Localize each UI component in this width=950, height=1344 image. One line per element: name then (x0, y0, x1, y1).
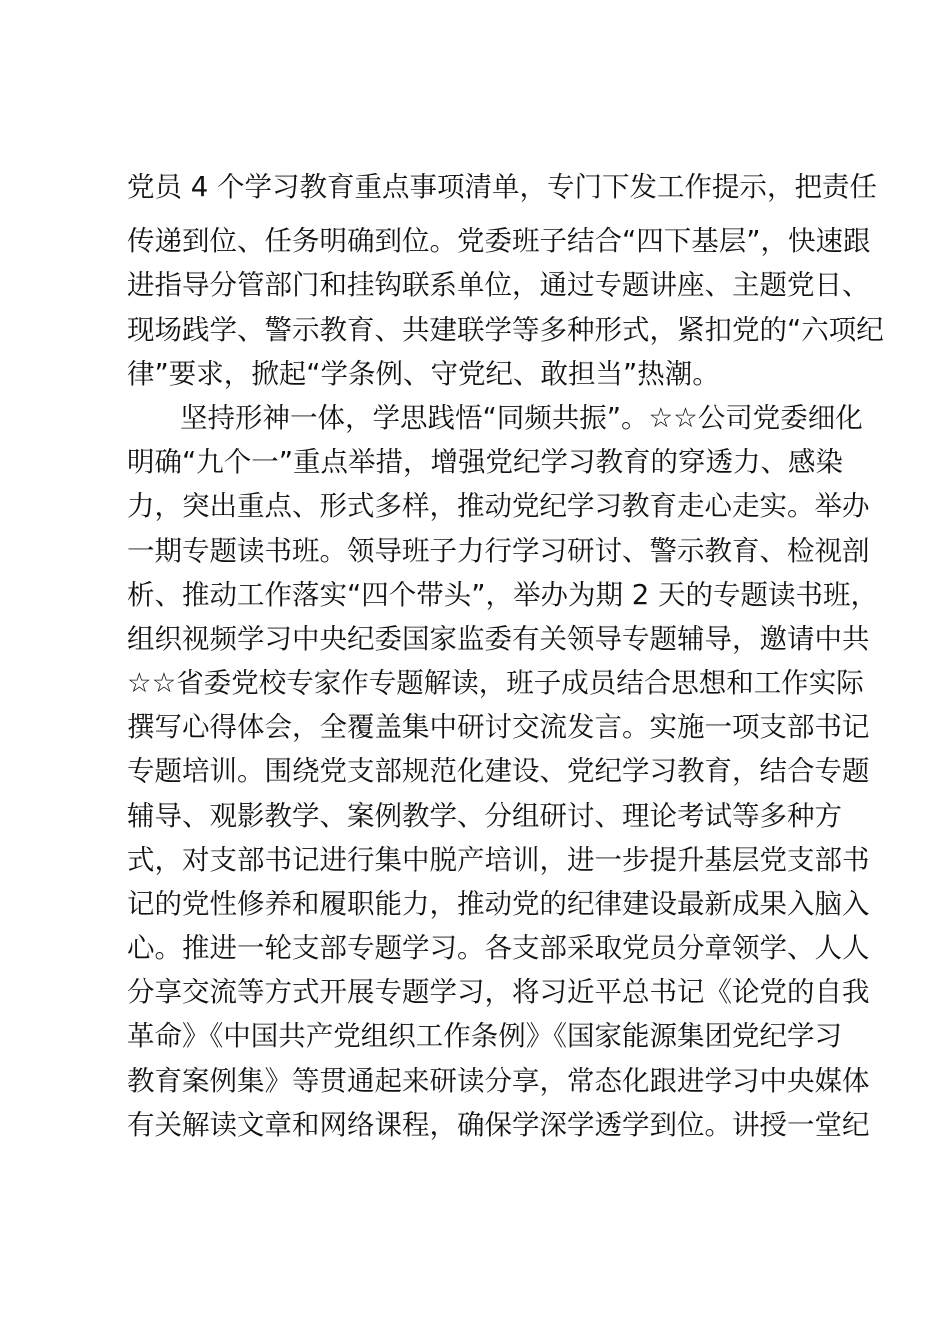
text-line: 分享交流等方式开展专题学习，将习近平总书记《论党的自我 (127, 976, 870, 1008)
text-line: 一期专题读书班。领导班子力行学习研讨、警示教育、检视剖 (127, 535, 870, 567)
text-line: 革命》《中国共产党组织工作条例》《国家能源集团党纪学习 (127, 1020, 842, 1052)
text-line: 辅导、观影教学、案例教学、分组研讨、理论考试等多种方 (127, 800, 842, 832)
text-line: 有关解读文章和网络课程，确保学深学透学到位。讲授一堂纪 (127, 1109, 870, 1141)
text-line: ☆☆省委党校专家作专题解读，班子成员结合思想和工作实际 (127, 667, 864, 699)
text-line: 教育案例集》等贯通起来研读分享，常态化跟进学习中央媒体 (127, 1065, 870, 1097)
text-line: 明确“九个一”重点举措，增强党纪学习教育的穿透力、感染 (127, 446, 843, 478)
text-line: 力，突出重点、形式多样，推动党纪学习教育走心走实。举办 (127, 490, 870, 522)
text-line: 撰写心得体会，全覆盖集中研讨交流发言。实施一项支部书记 (127, 711, 870, 743)
text-line: 进指导分管部门和挂钩联系单位，通过专题讲座、主题党日、 (127, 269, 870, 301)
paragraph-first-line: 坚持形神一体，学思践悟“同频共振”。☆☆公司党委细化 (180, 402, 863, 434)
text-line: 传递到位、任务明确到位。党委班子结合“四下基层”，快速跟 (127, 225, 871, 257)
text-line: 记的党性修养和履职能力，推动党的纪律建设最新成果入脑入 (127, 888, 870, 920)
text-line: 组织视频学习中央纪委国家监委有关领导专题辅导，邀请中共 (127, 623, 870, 655)
text-line: 式，对支部书记进行集中脱产培训，进一步提升基层党支部书 (127, 844, 870, 876)
text-line: 党员 4 个学习教育重点事项清单，专门下发工作提示，把责任 (127, 171, 877, 203)
text-line: 现场践学、警示教育、共建联学等多种形式，紧扣党的“六项纪 (127, 314, 884, 346)
text-line: 心。推进一轮支部专题学习。各支部采取党员分章领学、人人 (127, 932, 870, 964)
text-line: 析、推动工作落实“四个带头”，举办为期 2 天的专题读书班， (127, 579, 878, 611)
text-line: 律”要求，掀起“学条例、守党纪、敢担当”热潮。 (127, 358, 720, 390)
text-line: 专题培训。围绕党支部规范化建设、党纪学习教育，结合专题 (127, 755, 870, 787)
